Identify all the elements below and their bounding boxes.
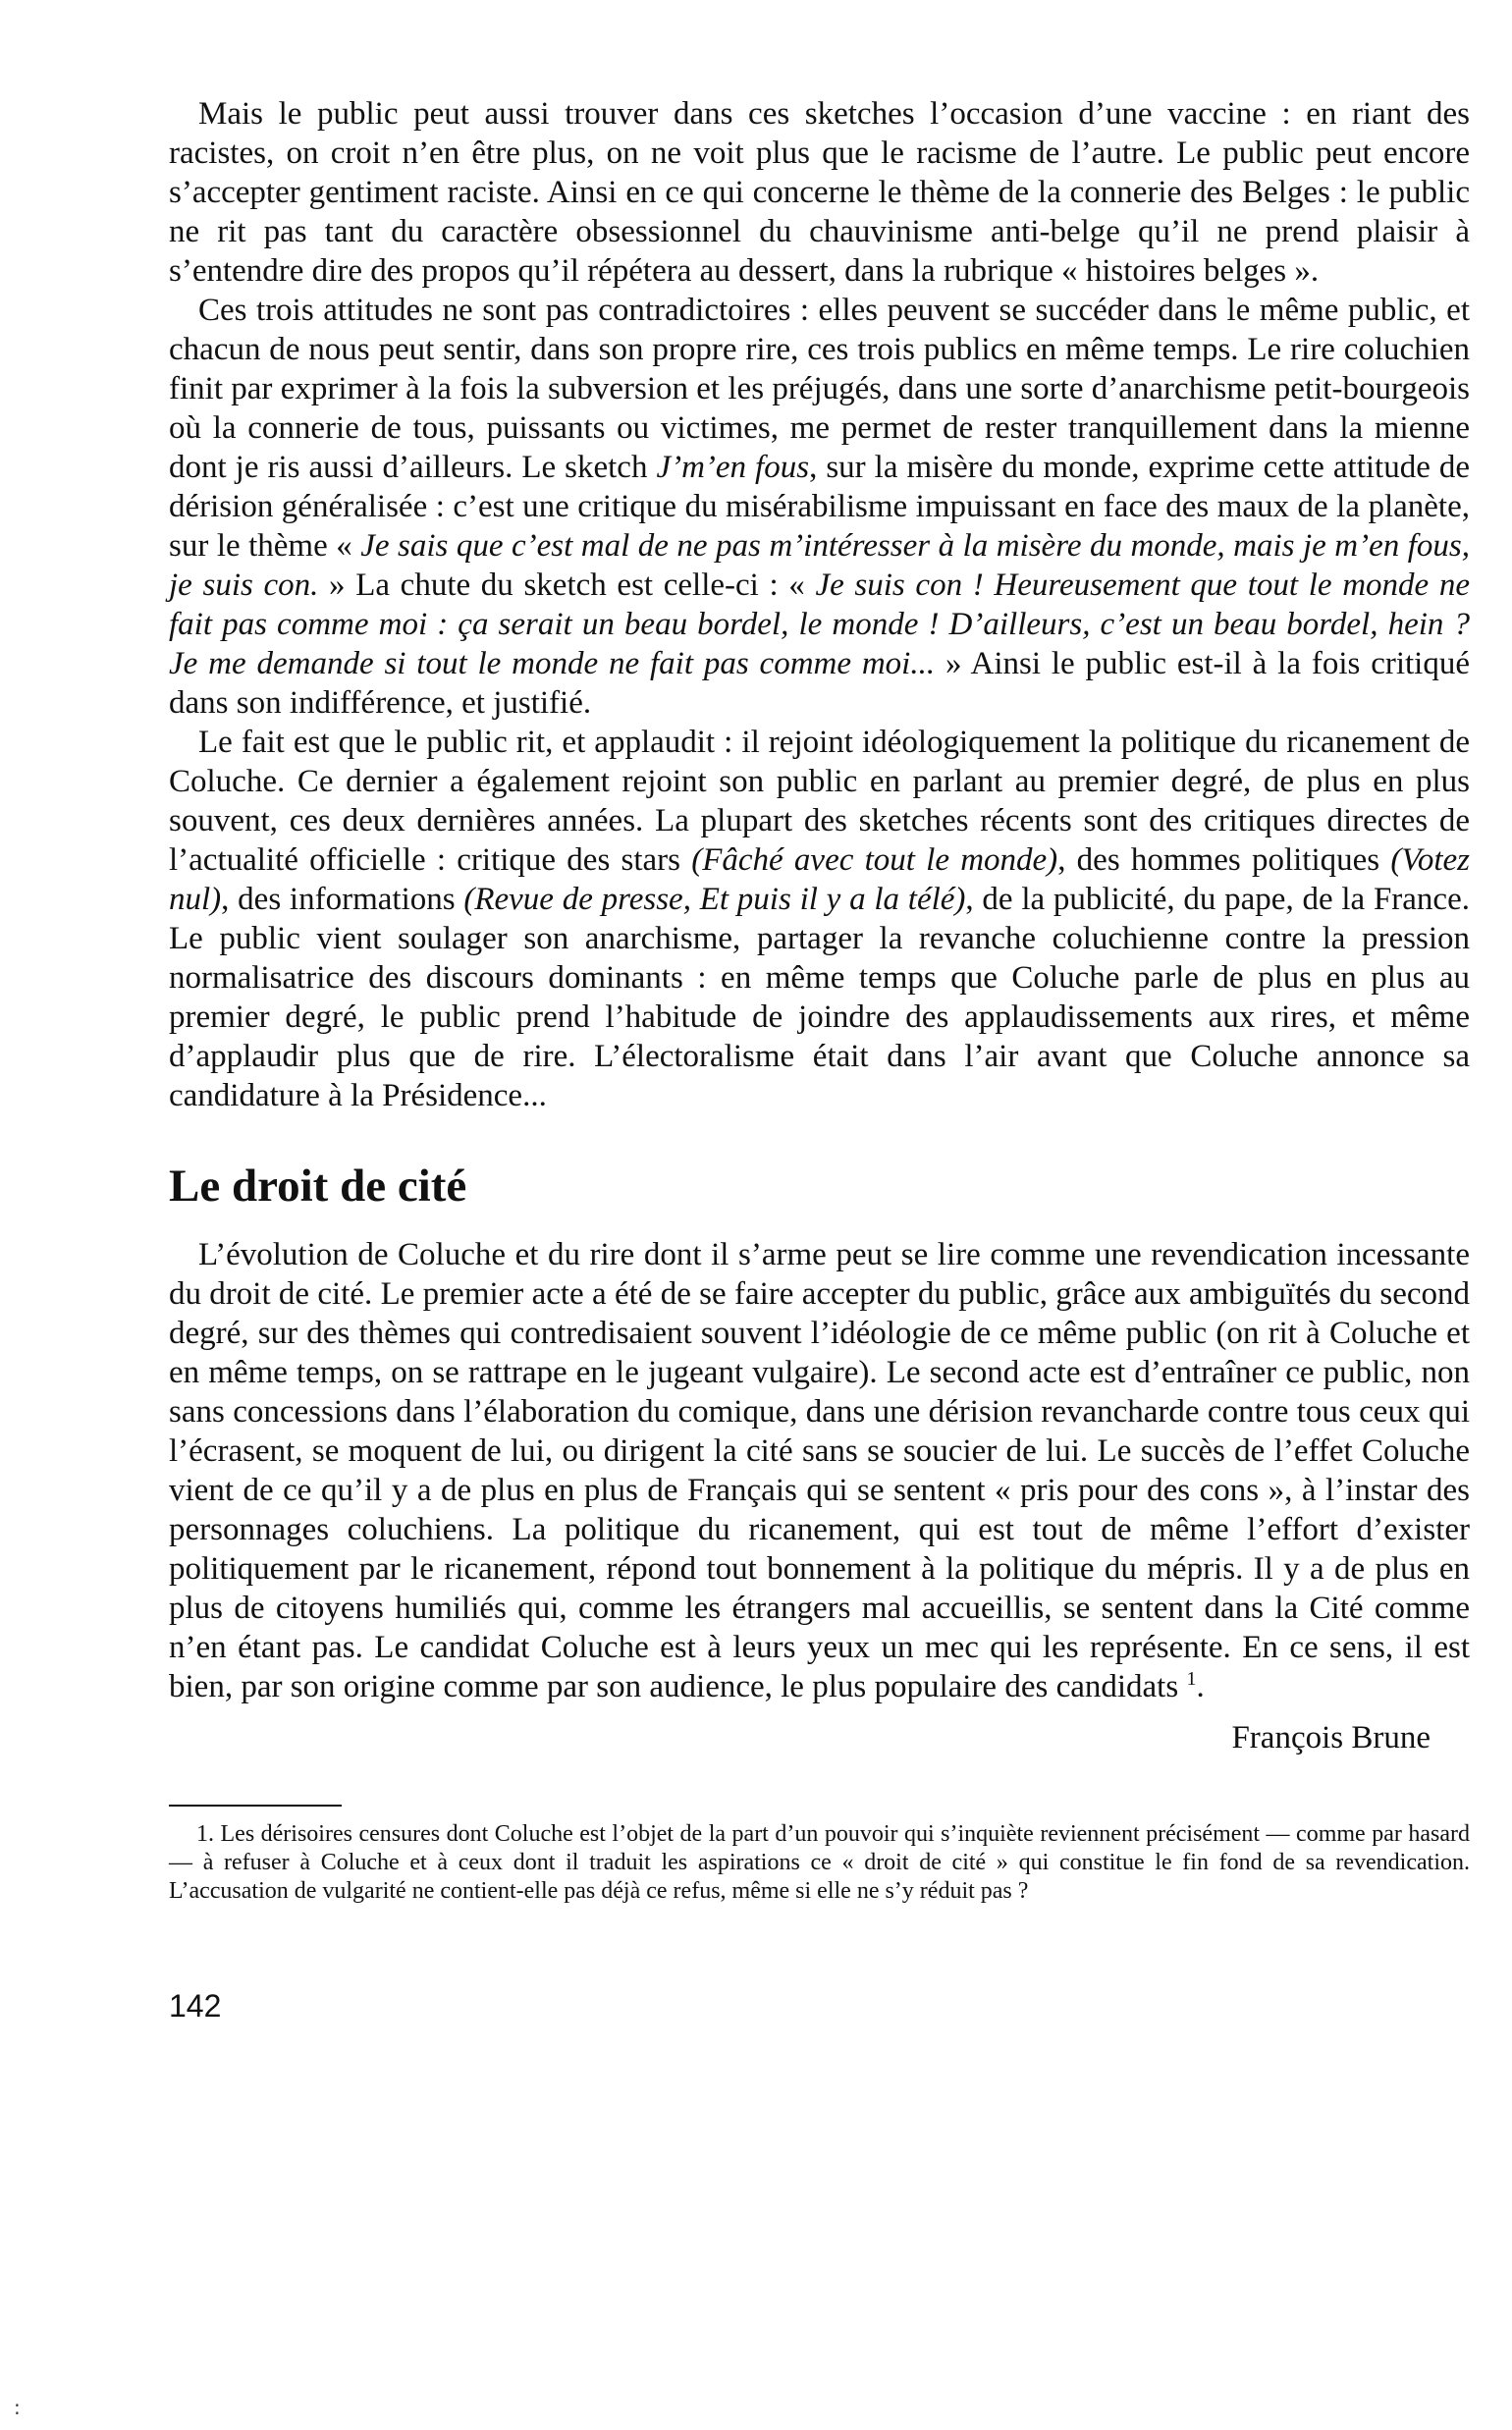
italic-quote: (Fâché avec tout le monde)	[691, 842, 1058, 878]
section-paragraph-text: L’évolution de Coluche et du rire dont il s’arme peut se lire comme une revendication incessante du droit de cité. Le premier acte a été de se faire accepter du public, grâce aux ambiguïtés du second degré, sur des thèmes qui contredisaient souvent l’idéologie de ce même public (on rit à Coluche et en même temps, on se rattrape en le jugeant vulgaire). Le second acte est d’entraîner ce public, non sans concessions dans l’élaboration du comique, dans une dérision revancharde contre tous ceux qui l’écrasent, se moquent de lui, ou dirigent la cité sans se soucier de lui. Le succès de l’effet Coluche vient de ce qu’il y a de plus en plus de Français qui se sentent « pris pour des cons », à l’instar des personnages coluchiens. La politique du ricanement, qui est tout de même l’effort d’exister politiquement par le ricanement, répond tout bonnement à la politique du mépris. Il y a de plus en plus de citoyens humiliés qui, comme les étrangers mal accueillis, se sentent dans la Cité comme n’en étant pas. Le candidat Coluche est à leurs yeux un mec qui les représente. En ce sens, il est bien, par son origine comme par son audience, le plus populaire des candidats	[169, 1237, 1470, 1704]
paragraph-text: , des hommes politiques	[1057, 842, 1391, 878]
paragraph-text: , des informations	[221, 882, 464, 917]
author-signature: François Brune	[1231, 1720, 1431, 1755]
footnote-reference[interactable]: 1	[1186, 1668, 1197, 1690]
paragraph-text: Le fait est que le public rit, et applaudit : il rejoint idéologiquement la politique du ricanement de Coluche. Ce dernier a également rejoint son public en parlant au premier degré, de plus en plus souvent, ces deux dernières années. La plupart des sketches récents sont des critiques directes de l’actualité officielle : critique des stars	[169, 725, 1470, 878]
document-page	[169, 94, 1470, 2025]
section-paragraph	[169, 1235, 1470, 1706]
italic-quote: (Votez nul)	[169, 842, 1470, 917]
article-body	[169, 94, 1470, 1115]
italic-quote: Je sais que c’est mal de ne pas m’intéresser à la misère du monde, mais je m’en fous, je suis con.	[169, 528, 1470, 603]
section-heading: Le droit de cité	[169, 1161, 467, 1212]
body-paragraph	[169, 94, 1470, 291]
scan-edge-mark: :	[14, 2396, 21, 2419]
footnote-text: 1. Les dérisoires censures dont Coluche est l’objet de la part d’un pouvoir qui s’inquiète reviennent précisément — comme par hasard — à refuser à Coluche et à ceux dont il traduit les aspirations ce « droit de cité » qui constitue le fin fond de sa revendication. L’accusation de vulgarité ne contient-elle pas déjà ce refus, même si elle ne s’y réduit pas ?	[169, 1821, 1470, 1904]
italic-quote: Je suis con ! Heureusement que tout le monde ne fait pas comme moi : ça serait un beau bordel, le monde ! D’ailleurs, c’est un beau bordel, hein ? Je me demande si tout le monde ne fait pas comme moi...	[169, 567, 1470, 681]
body-paragraph	[169, 291, 1470, 723]
page-number: 142	[169, 1988, 222, 2024]
paragraph-text: » Ainsi le public est-il à la fois critiqué dans son indifférence, et justifié.	[169, 646, 1470, 721]
paragraph-text: , de la publicité, du pape, de la France. Le public vient soulager son anarchisme, partager la revanche coluchienne contre la pression normalisatrice des discours dominants : en même temps que Coluche parle de plus en plus au premier degré, le public prend l’habitude de joindre des applaudissements aux rires, et même d’applaudir plus que de rire. L’électoralisme était dans l’air avant que Coluche annonce sa candidature à la Présidence...	[169, 882, 1470, 1113]
paragraph-text: , sur la misère du monde, exprime cette attitude de dérision généralisée : c’est une critique du misérabilisme impuissant en face des maux de la planète, sur le thème «	[169, 450, 1470, 564]
body-paragraph	[169, 723, 1470, 1115]
italic-quote: (Revue de presse, Et puis il y a la télé)	[463, 882, 966, 917]
paragraph-text: Ces trois attitudes ne sont pas contradictoires : elles peuvent se succéder dans le même public, et chacun de nous peut sentir, dans son propre rire, ces trois publics en même temps. Le rire coluchien finit par exprimer à la fois la subversion et les préjugés, dans une sorte d’anarchisme petit-bourgeois où la connerie de tous, puissants ou victimes, me permet de rester tranquillement dans la mienne dont je ris aussi d’ailleurs. Le sketch	[169, 293, 1470, 485]
italic-quote: J’m’en fous	[656, 450, 810, 485]
section-paragraph-end: .	[1196, 1669, 1205, 1704]
footnote-divider	[169, 1805, 342, 1807]
paragraph-text: Mais le public peut aussi trouver dans ces sketches l’occasion d’une vaccine : en riant des racistes, on croit n’en être plus, on ne voit plus que le racisme de l’autre. Le public peut encore s’accepter gentiment raciste. Ainsi en ce qui concerne le thème de la connerie des Belges : le public ne rit pas tant du caractère obsessionnel du chauvinisme anti-belge qu’il ne prend plaisir à s’entendre dire des propos qu’il répétera au dessert, dans la rubrique « histoires belges ».	[169, 96, 1470, 289]
paragraph-text: » La chute du sketch est celle-ci : «	[318, 567, 816, 603]
